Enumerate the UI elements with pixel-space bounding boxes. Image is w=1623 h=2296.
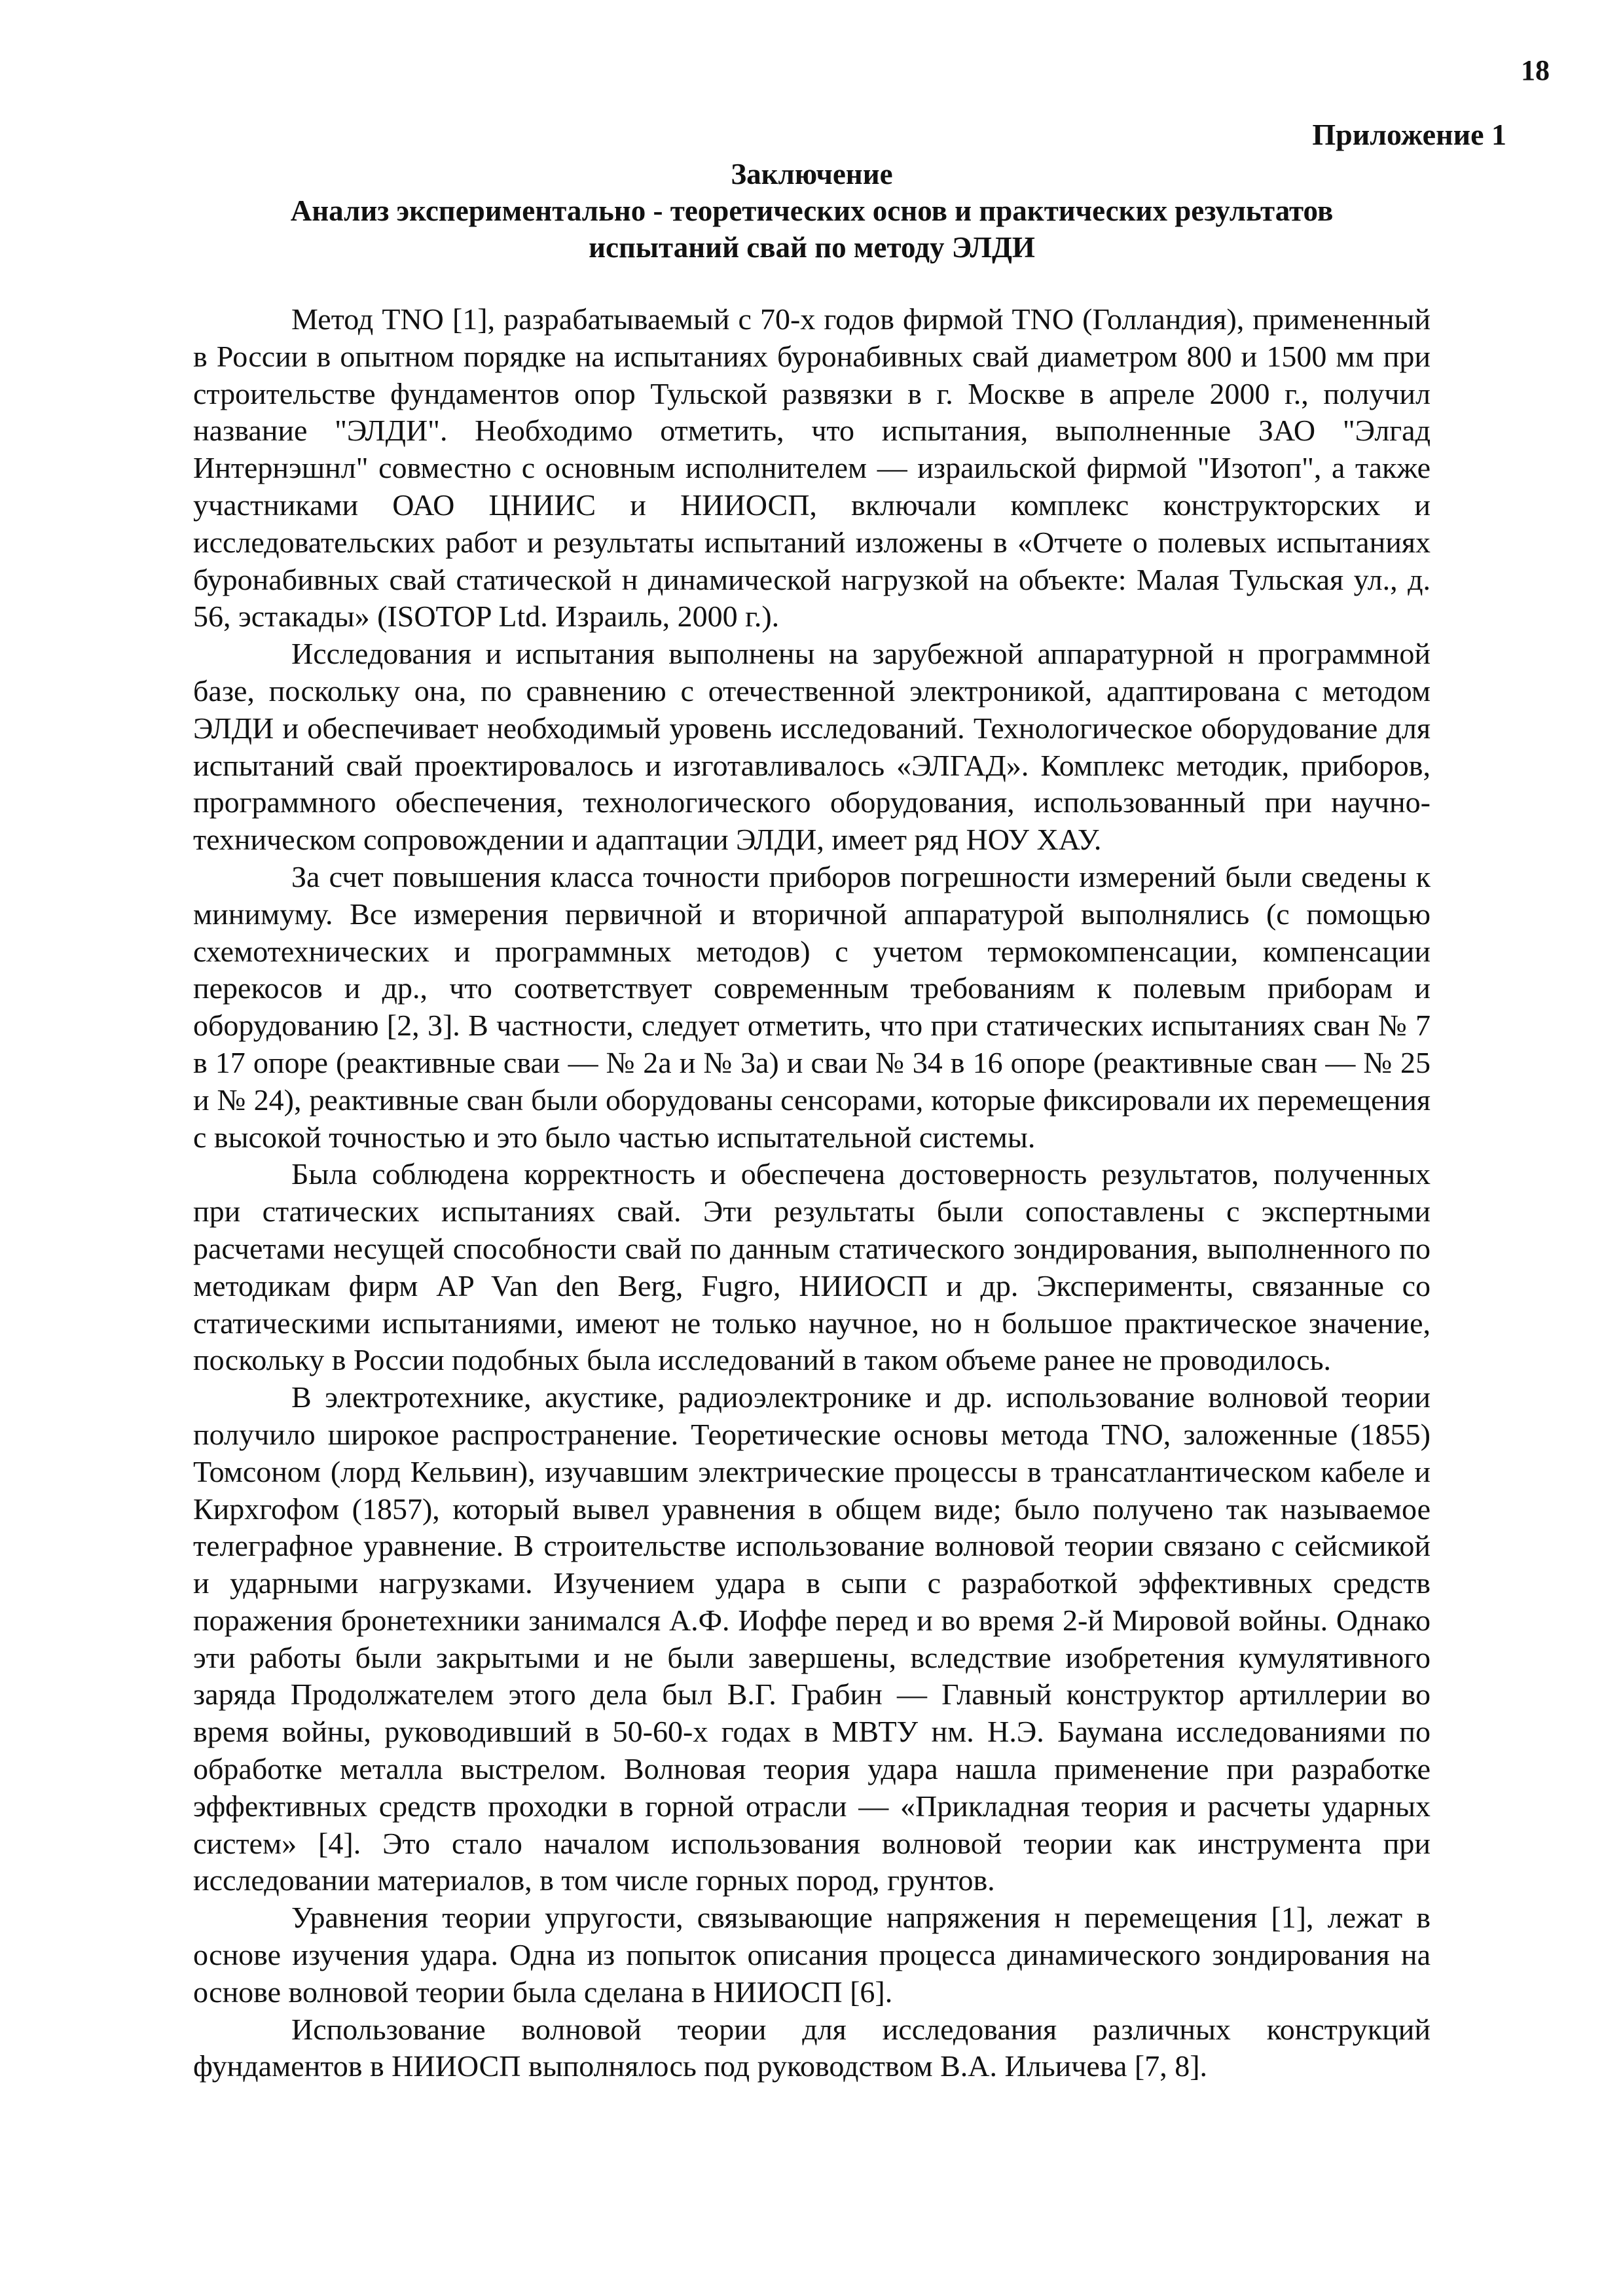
body-text [193,301,1431,2085]
paragraph-7: Использование волновой теории для исследования различных конструкций фундаментов в НИИОСП выполнялось под руководством В.А. Ильичева [7, 8]. [193,2012,1431,2083]
document-title: Заключение [731,158,893,190]
document-subtitle-line-1: Анализ экспериментально - теоретических основ и практических результатов [290,194,1334,227]
paragraph-1: Метод TNO [1], разрабатываемый с 70-х годов фирмой TNO (Голландия), примененный в России в опытном порядке на испытаниях буронабивных свай диаметром 800 и 1500 мм при строительстве фундаментов опор Тульской развязки в г. Москве в апреле 2000 г., получил название "ЭЛДИ". Необходимо отметить, что испытания, выполненные ЗАО "Элгад Интернэшнл" совместно с основным исполнителем — израильской фирмой "Изотоп", а также участниками ОАО ЦНИИС и НИИОСП, включали комплекс конструкторских и исследовательских работ и результаты испытаний изложены в «Отчете о полевых испытаниях буронабивных свай статической н динамической нагрузкой на объекте: Малая Тульская ул., д. 56, эстакады» (ISOTOP Ltd. Израиль, 2000 г.). [193,302,1431,634]
appendix-label: Приложение 1 [1312,118,1506,151]
paragraph-2: Исследования и испытания выполнены на зарубежной аппаратурной н программной базе, поскольку она, по сравнению с отечественной электроникой, адаптирована с методом ЭЛДИ и обеспечивает необходимый уровень исследований. Технологическое оборудование для испытаний свай проектировалось и изготавливалось «ЭЛГАД». Комплекс методик, приборов, программного обеспечения, технологического оборудования, использованный при научно-техническом сопровождении и адаптации ЭЛДИ, имеет ряд НОУ ХАУ. [193,637,1431,857]
paragraph-6: Уравнения теории упругости, связывающие напряжения н перемещения [1], лежат в основе изучения удара. Одна из попыток описания процесса динамического зондирования на основе волновой теории была сделана в НИИОСП [6]. [193,1901,1431,2009]
paragraph-3: За счет повышения класса точности приборов погрешности измерений были сведены к минимуму. Все измерения первичной и вторичной аппаратурой выполнялись (с помощью схемотехнических и программных методов) с учетом термокомпенсации, компенсации перекосов и др., что соответствует современным требованиям к полевым приборам и оборудованию [2, 3]. В частности, следует отметить, что при статических испытаниях сван № 7 в 17 опоре (реактивные сваи — № 2а и № 3а) и сваи № 34 в 16 опоре (реактивные сван — № 25 и № 24), реактивные сван были оборудованы сенсорами, которые фиксировали их перемещения с высокой точностью и это было частью испытательной системы. [193,859,1431,1154]
page-number: 18 [1521,54,1550,86]
paragraph-5: В электротехнике, акустике, радиоэлектронике и др. использование волновой теории получило широкое распространение. Теоретические основы метода TNO, заложенные (1855) Томсоном (лорд Кельвин), изучавшим электрические процессы в трансатлантическом кабеле и Кирхгофом (1857), который вывел уравнения в общем виде; было получено так называемое телеграфное уравнение. В строительстве использование волновой теории связано с сейсмикой и ударными нагрузками. Изучением удара в сыпи с разработкой эффективных средств поражения бронетехники занимался А.Ф. Иоффе перед и во время 2-й Мировой войны. Однако эти работы были закрытыми и не были завершены, вследствие изобретения кумулятивного заряда Продолжателем этого дела был В.Г. Грабин — Главный конструктор артиллерии во время войны, руководивший в 50-60-х годах в МВТУ нм. Н.Э. Баумана исследованиями по обработке металла выстрелом. Волновая теория удара нашла применение при разработке эффективных средств проходки в горной отрасли — «Прикладная теория и расчеты ударных систем» [4]. Это стало началом использования волновой теории как инструмента при исследовании материалов, в том числе горных пород, грунтов. [193,1380,1431,1897]
document-header [193,156,1431,266]
paragraph-4: Была соблюдена корректность и обеспечена достоверность результатов, полученных при статических испытаниях свай. Эти результаты были сопоставлены с экспертными расчетами несущей способности свай по данным статического зондирования, выполненного по методикам фирм AP Van den Berg, Fugro, НИИОСП и др. Эксперименты, связанные со статическими испытаниями, имеют не только научное, но н большое практическое значение, поскольку в России подобных была исследований в таком объеме ранее не проводилось. [193,1157,1431,1377]
document-subtitle-line-2: испытаний свай по методу ЭЛДИ [589,231,1035,264]
